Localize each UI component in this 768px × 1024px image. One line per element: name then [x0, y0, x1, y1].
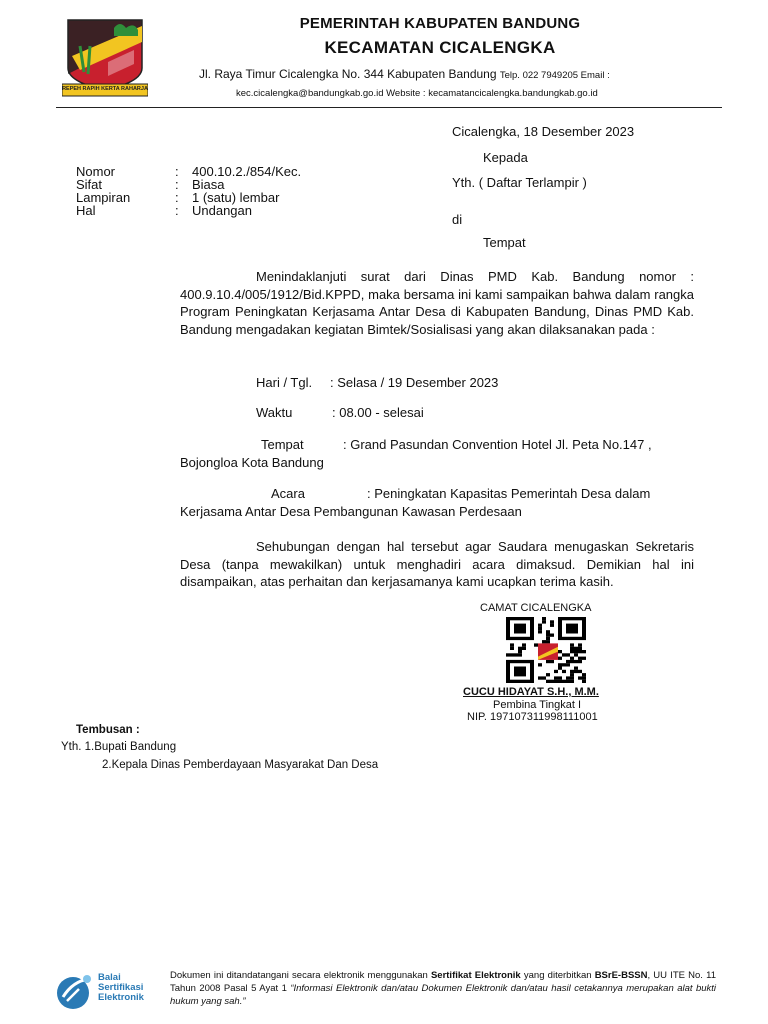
logo-ribbon-text: REPEH RAPIH KERTA RAHARJA	[62, 86, 148, 92]
meta-label: Nomor	[76, 164, 116, 179]
meta-label: Sifat	[76, 177, 103, 192]
meta-sep: :	[175, 203, 179, 218]
acara-continued: Kerjasama Antar Desa Pembangunan Kawasan Perdesaan	[180, 504, 522, 519]
meta-row-hal	[76, 204, 301, 217]
bsre-line: Balai	[98, 972, 121, 983]
notice-text: yang diterbitkan	[520, 970, 595, 981]
bsre-label	[98, 973, 144, 1003]
kepada-label: Kepada	[483, 150, 528, 165]
recipient-name: Yth. ( Daftar Terlampir )	[452, 175, 587, 190]
tembusan-title: Tembusan :	[76, 724, 140, 736]
meta-value: Undangan	[192, 203, 252, 218]
bsre-logo-icon	[55, 971, 95, 1011]
notice-bold: BSrE-BSSN	[594, 970, 648, 981]
tembusan-item: Yth. 1.Bupati Bandung	[61, 741, 177, 753]
intro-paragraph: Menindaklanjuti surat dari Dinas PMD Kab. Bandung nomor : 400.9.10.4/005/1912/Bid.KPPD, maka bersama ini kami sampaikan bahwa dalam rangka Program Peningkatan Kerjasama Antar Desa di Kabupaten Bandung, Dinas PMD Kab. Bandung mengadakan kegiatan Bimtek/Sosialisasi yang akan dilaksanakan pada :	[180, 269, 694, 337]
government-name: PEMERINTAH KABUPATEN BANDUNG	[299, 15, 581, 32]
di-label: di	[452, 212, 463, 227]
letter-meta	[76, 165, 301, 217]
meta-label: Lampiran	[76, 190, 131, 205]
meta-sep: :	[175, 190, 179, 205]
recipient-place: Tempat	[483, 235, 526, 250]
meta-sep: :	[175, 164, 179, 179]
hari-label: Hari / Tgl.	[256, 375, 313, 390]
meta-row-nomor	[76, 165, 301, 178]
e-signature-notice	[170, 969, 716, 1008]
qr-code	[506, 617, 586, 683]
waktu-label: Waktu	[256, 405, 293, 420]
tempat-continued: Bojongloa Kota Bandung	[180, 455, 324, 470]
notice-quote: “Informasi Elektronik dan/atau Dokumen Elektronik dan/atau hasil cetakannya merupakan alat bukti hukum yang sah.”	[170, 983, 717, 1007]
acara-label: Acara	[271, 486, 305, 501]
acara-value: : Peningkatan Kapasitas Pemerintah Desa dalam	[367, 486, 651, 501]
signatory-rank: Pembina Tingkat I	[493, 699, 582, 711]
bsre-line: Elektronik	[98, 992, 144, 1003]
notice-bold: Sertifikat Elektronik	[430, 970, 521, 981]
waktu-value: : 08.00 - selesai	[332, 405, 424, 420]
meta-label: Hal	[76, 203, 96, 218]
signatory-name: CUCU HIDAYAT S.H., M.M.	[463, 686, 599, 698]
tempat-value: : Grand Pasundan Convention Hotel Jl. Peta No.147 ,	[343, 437, 652, 452]
tempat-label: Tempat	[261, 437, 304, 452]
district-name: KECAMATAN CICALENGKA	[324, 38, 556, 57]
meta-value: 400.10.2./854/Kec.	[192, 164, 302, 179]
phone-text: Telp. 022 7949205 Email :	[499, 70, 610, 81]
signatory-nip: NIP. 197107311998111001	[467, 711, 598, 723]
notice-text: , UU ITE No. 11 Tahun 2008 Pasal 5 Ayat 1	[170, 970, 716, 994]
contact-text: kec.cicalengka@bandungkab.go.id Website : kecamatancicalengka.bandungkab.go.id	[236, 88, 598, 99]
tembusan-item: 2.Kepala Dinas Pemberdayaan Masyarakat Dan Desa	[102, 759, 379, 771]
meta-sep: :	[175, 177, 179, 192]
meta-row-lampiran	[76, 191, 301, 204]
closing-paragraph: Sehubungan dengan hal tersebut agar Saudara menugaskan Sekretaris Desa (tanpa mewakilkan) untuk menghadiri acara dimaksud. Demikian hal ini disampaikan, atas perhaitan dan kerjasamanya kami ucapkan terima kasih.	[180, 539, 694, 589]
meta-value: 1 (satu) lembar	[192, 190, 280, 205]
notice-text: Dokumen ini ditandatangani secara elektronik menggunakan	[170, 970, 431, 981]
meta-value: Biasa	[192, 177, 225, 192]
hari-value: : Selasa / 19 Desember 2023	[330, 375, 499, 390]
office-address	[199, 67, 610, 81]
signatory-title: CAMAT CICALENGKA	[480, 602, 592, 614]
address-text: Jl. Raya Timur Cicalengka No. 344 Kabupaten Bandung	[199, 67, 497, 81]
letter-date: Cicalengka, 18 Desember 2023	[452, 124, 635, 139]
header-divider	[56, 107, 722, 108]
bsre-line: Sertifikasi	[98, 982, 144, 993]
district-logo	[62, 16, 148, 98]
